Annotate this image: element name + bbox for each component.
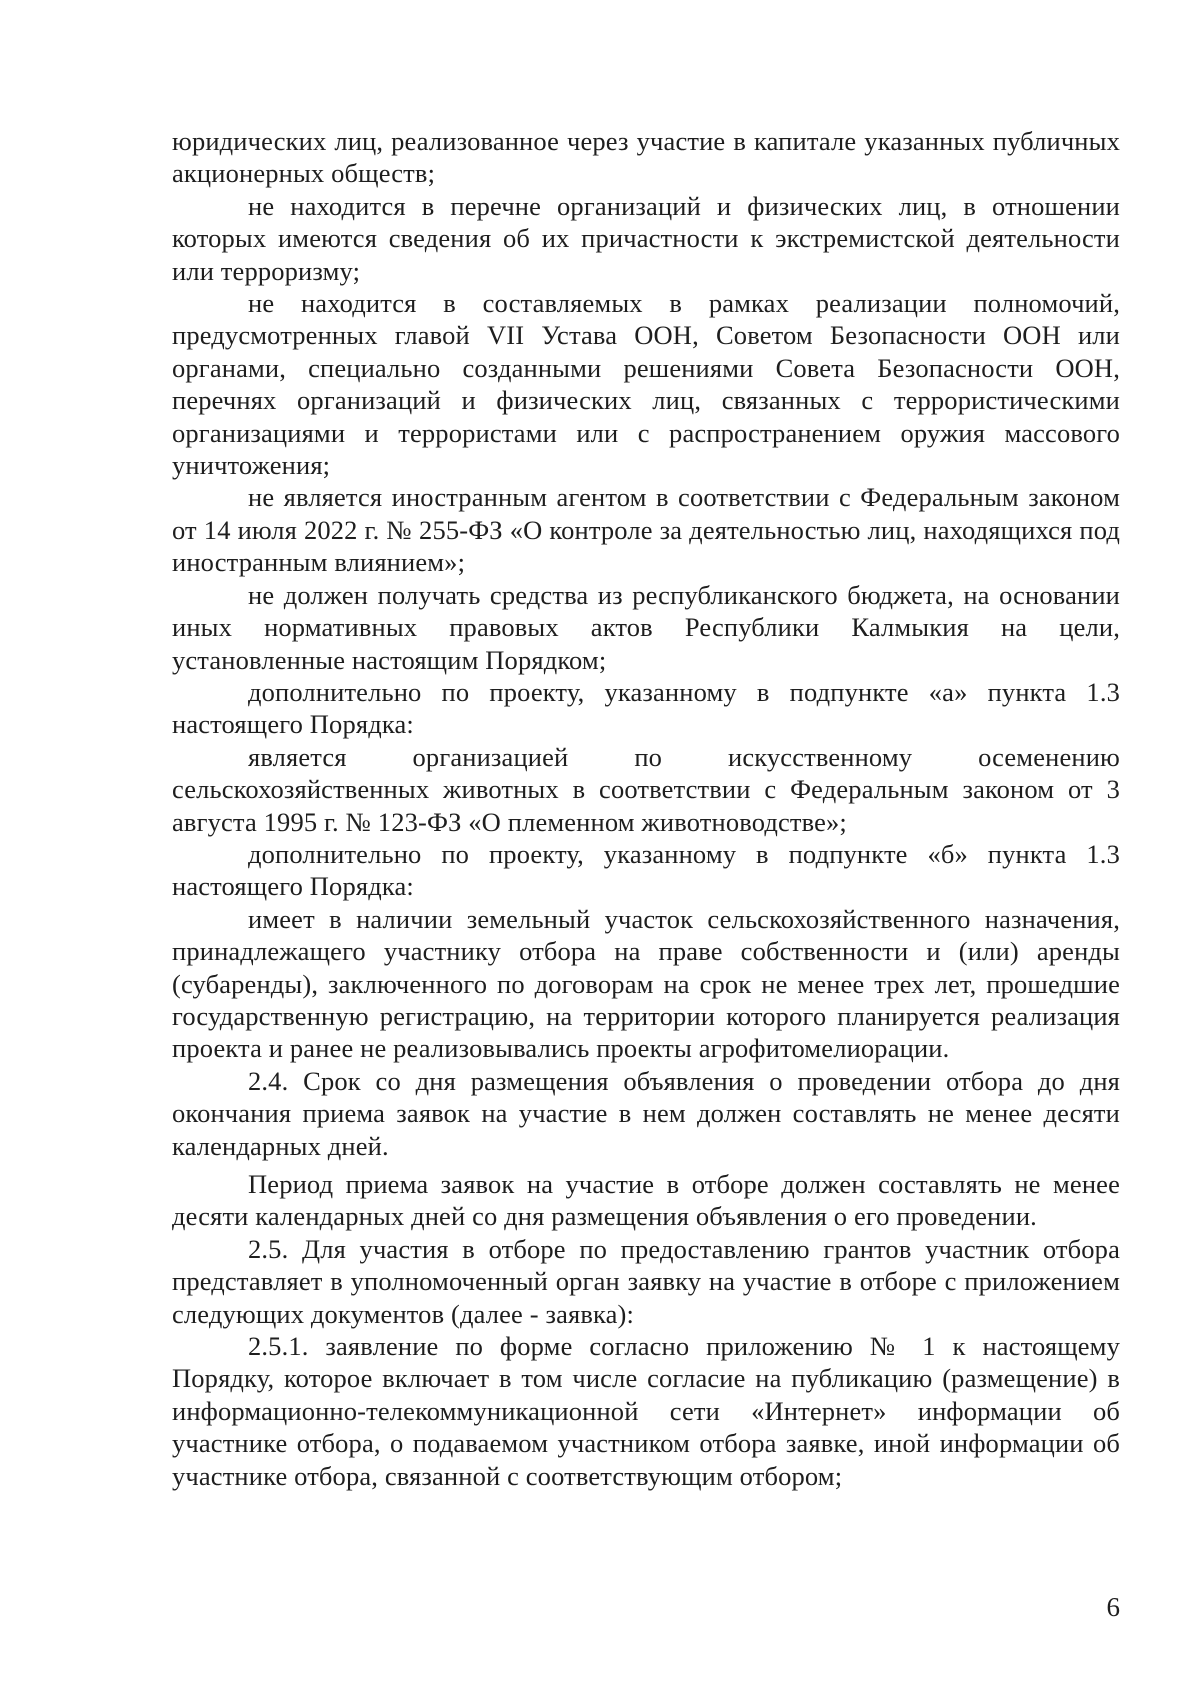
- document-body: [172, 125, 1120, 1492]
- paragraph-extremism-list: не находится в перечне организаций и физических лиц, в отношении которых имеются сведения об их причастности к экстремистской деятельности или терроризму;: [172, 190, 1120, 286]
- paragraph-budget-funds: не должен получать средства из республиканского бюджета, на основании иных нормативных правовых актов Республики Калмыкия на цели, установленные настоящим Порядком;: [172, 579, 1120, 675]
- paragraph-clause-2-5-1: 2.5.1. заявление по форме согласно приложению № 1 к настоящему Порядку, которое включает в том числе согласие на публикацию (размещение) в информационно-телекоммуникационной сети «Интернет» информации об участнике отбора, о подаваемом участником отбора заявке, иной информации об участнике отбора, связанной с соответствующим отбором;: [172, 1331, 1120, 1491]
- paragraph-project-a-requirement: является организацией по искусственному осеменению сельскохозяйственных животных в соответствии с Федеральным законом от 3 августа 1995 г. № 123-ФЗ «О племенном животноводстве»;: [172, 741, 1120, 837]
- paragraph-project-b-requirement: имеет в наличии земельный участок сельскохозяйственного назначения, принадлежащего участнику отбора на праве собственности и (или) аренды (субаренды), заключенного по договорам на срок не менее трех лет, прошедшие государственную регистрацию, на территории которого планируется реализация проекта и ранее не реализовывались проекты агрофитомелиорации.: [172, 903, 1120, 1064]
- paragraph-clause-2-4: 2.4. Срок со дня размещения объявления о проведении отбора до дня окончания приема заявок на участие в нем должен составлять не менее десяти календарных дней.: [172, 1065, 1120, 1161]
- paragraph-un-sanctions: не находится в составляемых в рамках реализации полномочий, предусмотренных главой VII Устава ООН, Советом Безопасности ООН или органами, специально созданными решениями Совета Безопасности ООН, перечнях организаций и физических лиц, связанных с террористическими организациями и террористами или с распространением оружия массового уничтожения;: [172, 288, 1120, 481]
- page-number: 6: [1106, 1592, 1120, 1622]
- paragraph-clause-2-5: 2.5. Для участия в отборе по предоставлению грантов участник отбора представляет в уполномоченный орган заявку на участие в отборе с приложением следующих документов (далее - заявка):: [172, 1233, 1120, 1329]
- paragraph-foreign-agent: не является иностранным агентом в соответствии с Федеральным законом от 14 июля 2022 г. № 255-ФЗ «О контроле за деятельностью лиц, находящихся под иностранным влиянием»;: [172, 482, 1120, 578]
- paragraph-project-a-intro: дополнительно по проекту, указанному в подпункте «а» пункта 1.3 настоящего Порядка:: [172, 676, 1120, 740]
- paragraph-project-b-intro: дополнительно по проекту, указанному в подпункте «б» пункта 1.3 настоящего Порядка:: [172, 838, 1120, 902]
- paragraph-application-period: Период приема заявок на участие в отборе должен составлять не менее десяти календарных дней со дня размещения объявления о его проведении.: [172, 1169, 1120, 1232]
- paragraph-continuation: юридических лиц, реализованное через участие в капитале указанных публичных акционерных обществ;: [172, 126, 1120, 189]
